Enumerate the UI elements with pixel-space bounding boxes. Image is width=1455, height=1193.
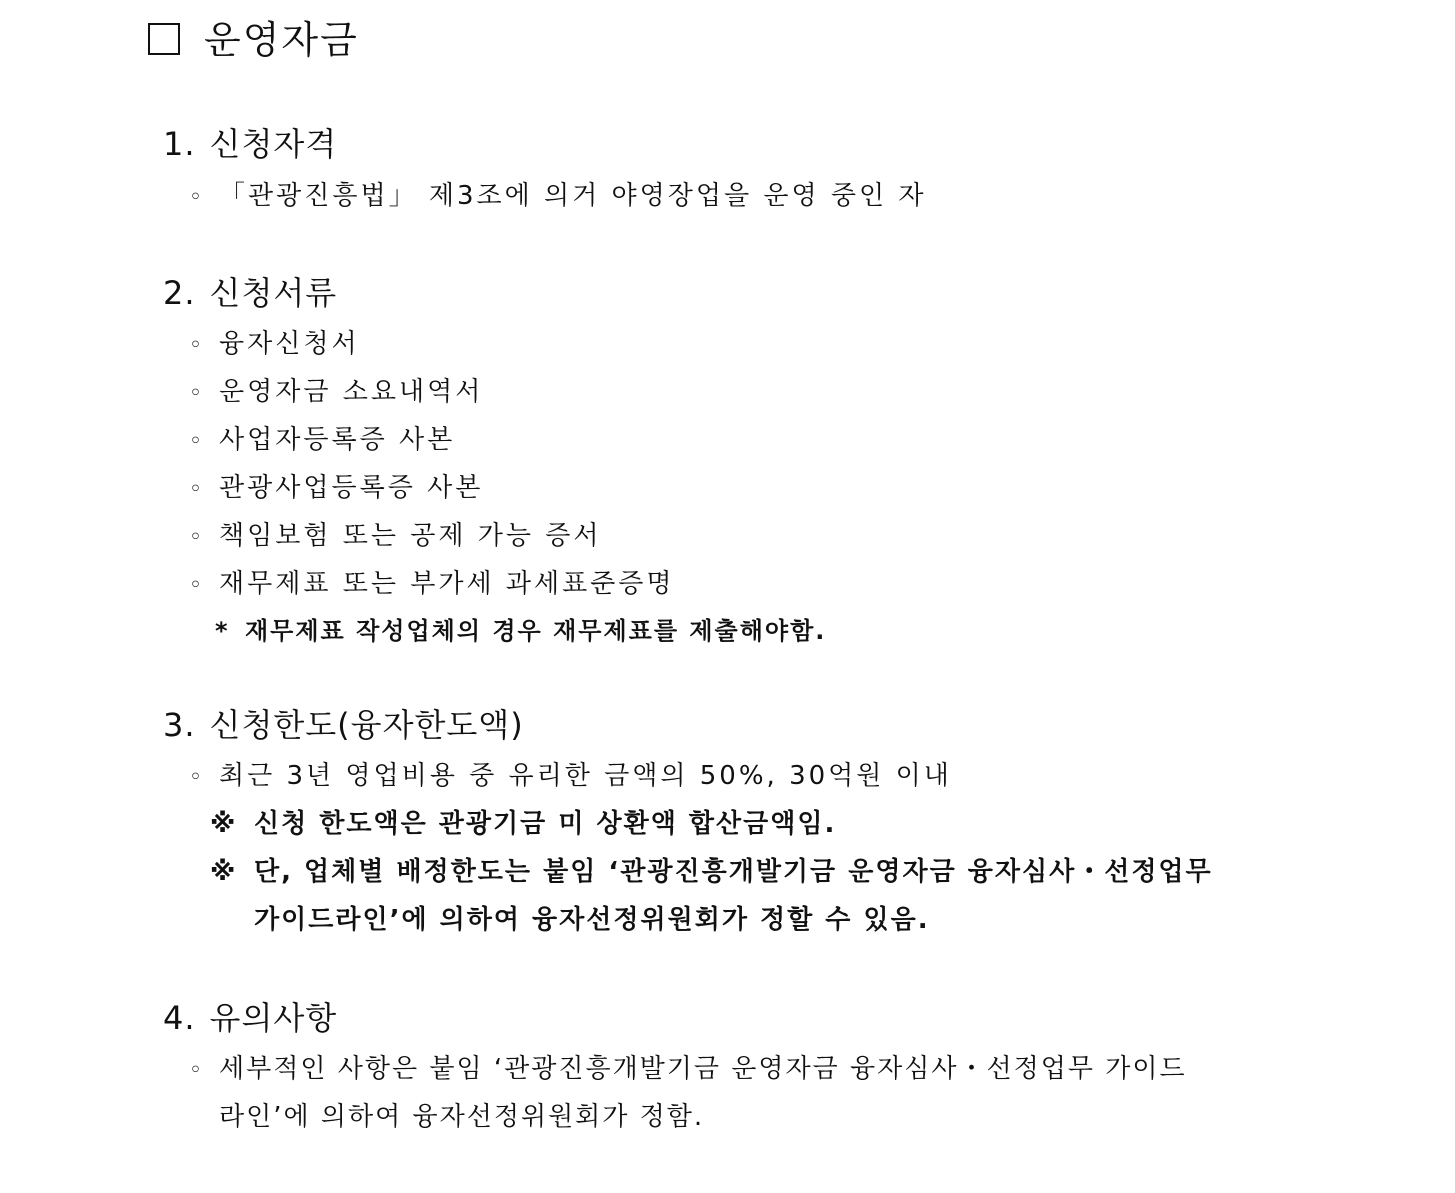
bullet-icon: ◦ [189,573,205,598]
list-item-text: 융자신청서 [219,329,360,359]
reference-mark-icon: ※ [210,857,238,887]
list-item-text: 세부적인 사항은 붙임 ‘관광진흥개발기금 운영자금 융자심사・선정업무 가이드 [219,1054,1187,1084]
list-item [189,1050,1187,1090]
list-item [189,421,455,461]
section-heading-4 [163,996,337,1040]
note-line [215,612,826,650]
bullet-icon: ◦ [189,429,205,454]
list-item-text: 라인’에 의하여 융자선정위원회가 정함. [219,1102,705,1132]
section-number: 2. [163,274,196,312]
section-heading-2 [163,271,337,315]
bullet-icon: ◦ [189,765,205,790]
list-item-text: 운영자금 소요내역서 [219,377,484,407]
checkbox-square-icon [148,23,180,55]
list-item-text: 「관광진흥법」 제3조에 의거 야영장업을 운영 중인 자 [219,181,927,211]
list-item [189,517,601,557]
section-title: 신청서류 [209,274,338,312]
note-line [210,805,836,843]
note-line [210,853,1213,891]
reference-mark-icon: ※ [210,809,238,839]
note-text: 단, 업체별 배정한도는 붙임 ‘관광진흥개발기금 운영자금 융자심사・선정업무 [254,857,1213,887]
list-item [189,177,926,217]
asterisk-icon: * [215,617,230,645]
note-text: 재무제표 작성업체의 경우 재무제표를 제출해야함. [245,617,827,645]
note-text: 가이드라인’에 의하여 융자선정위원회가 정할 수 있음. [254,905,930,935]
list-item [189,757,952,797]
list-item-text: 최근 3년 영업비용 중 유리한 금액의 50%, 30억원 이내 [219,761,952,791]
bullet-icon: ◦ [189,1058,204,1083]
bullet-icon: ◦ [189,333,205,358]
list-item-text: 관광사업등록증 사본 [219,473,484,503]
list-item [189,469,483,509]
section-title: 유의사항 [209,999,338,1037]
page-title-text: 운영자금 [204,18,359,62]
section-title: 신청자격 [209,125,338,163]
list-item-text: 재무제표 또는 부가세 과세표준증명 [219,569,675,599]
section-number: 1. [163,125,196,163]
note-text: 신청 한도액은 관광기금 미 상환액 합산금액임. [254,809,837,839]
page-title [148,14,359,66]
bullet-icon: ◦ [189,525,205,550]
section-heading-1 [163,122,337,166]
bullet-icon: ◦ [189,477,205,502]
list-item [189,373,483,413]
bullet-icon: ◦ [189,185,205,210]
note-continuation [254,901,930,939]
section-heading-3 [163,703,524,747]
list-item-continuation [219,1098,704,1136]
list-item [189,325,360,365]
list-item [189,565,675,605]
section-title: 신청한도(융자한도액) [209,706,524,744]
section-number: 3. [163,706,196,744]
section-number: 4. [163,999,196,1037]
list-item-text: 책임보험 또는 공제 가능 증서 [219,521,602,551]
list-item-text: 사업자등록증 사본 [219,425,456,455]
bullet-icon: ◦ [189,381,205,406]
